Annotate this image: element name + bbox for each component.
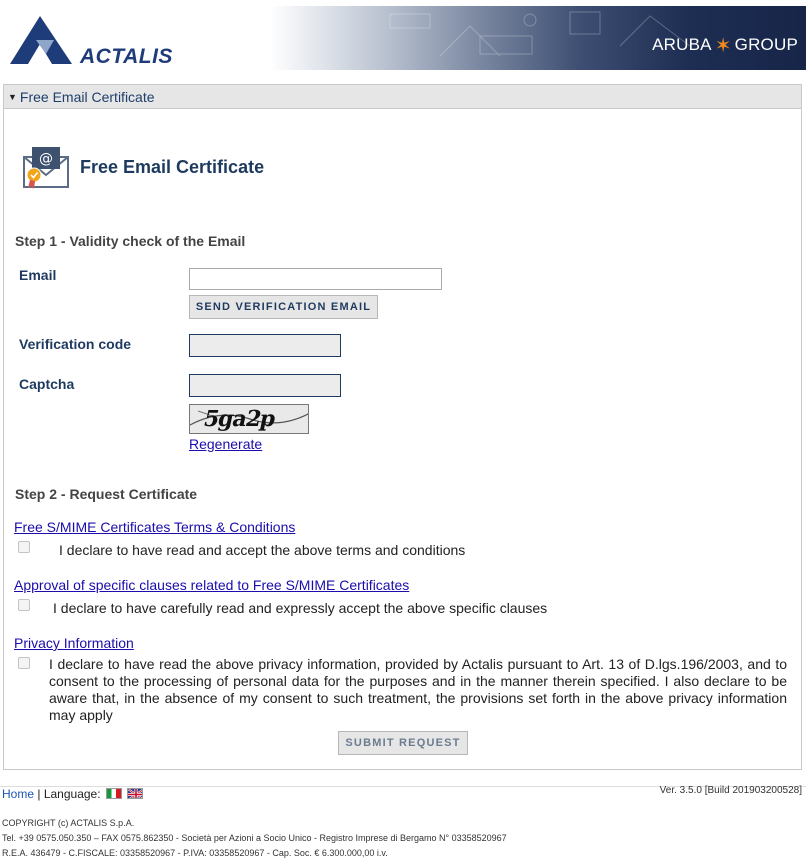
terms-link[interactable]: Free S/MIME Certificates Terms & Conditions	[14, 519, 296, 535]
email-label: Email	[19, 267, 57, 283]
actalis-logo-triangle-icon	[10, 14, 80, 66]
clauses-declaration: I declare to have carefully read and expressly accept the above specific clauses	[53, 600, 548, 616]
language-label: Language:	[43, 787, 101, 801]
clauses-checkbox[interactable]	[18, 599, 30, 611]
aruba-banner	[270, 6, 806, 70]
privacy-checkbox[interactable]	[18, 657, 30, 669]
home-link[interactable]: Home	[2, 787, 35, 801]
verification-code-input[interactable]	[189, 334, 341, 357]
captcha-image	[189, 404, 309, 434]
copyright-block	[2, 816, 507, 861]
step2-heading: Step 2 - Request Certificate	[15, 486, 198, 502]
uk-flag-icon[interactable]	[127, 788, 143, 799]
captcha-input[interactable]	[189, 374, 341, 397]
uk-flag-cross-icon	[128, 789, 143, 799]
group-text: GROUP	[734, 35, 798, 54]
panel-header-title: Free Email Certificate	[19, 89, 155, 105]
copyright-line: COPYRIGHT (c) ACTALIS S.p.A.	[2, 818, 135, 828]
terms-checkbox[interactable]	[18, 541, 30, 553]
privacy-declaration: I declare to have read the above privacy information, provided by Actalis pursuant to Art. 13 of D.lgs.196/2003, and to consent to the processing of personal data for the purposes and in the manner therein specified. I also declare to be aware that, in the absence of my consent to such treatment, the provisions set forth in the above privacy information may apply	[49, 656, 787, 723]
regenerate-captcha-link[interactable]: Regenerate	[189, 436, 263, 452]
actalis-logo[interactable]	[10, 14, 173, 68]
clauses-link[interactable]: Approval of specific clauses related to Free S/MIME Certificates	[14, 577, 410, 593]
submit-request-button[interactable]: SUBMIT REQUEST	[338, 731, 468, 755]
verification-code-label: Verification code	[19, 336, 132, 352]
footer-separator: |	[37, 787, 41, 801]
version-info: Ver. 3.5.0 [Build 201903200528]	[659, 785, 802, 796]
captcha-image-text: 5ga2p	[201, 406, 278, 432]
certificate-panel	[3, 84, 802, 770]
aruba-text: ARUBA	[652, 35, 712, 54]
step1-heading: Step 1 - Validity check of the Email	[15, 233, 246, 249]
aruba-star-icon: ✶	[714, 35, 732, 57]
registry-line: R.E.A. 436479 - C.FISCALE: 03358520967 - P.IVA: 03358520967 - Cap. Soc. € 6.300.000,00 i.v.	[2, 848, 388, 858]
logo-text: ACTALIS	[80, 45, 173, 68]
contact-line: Tel. +39 0575.050.350 – FAX 0575.862350 - Società per Azioni a Socio Unico - Registro Imprese di Bergamo N° 03358520967	[2, 833, 507, 843]
privacy-link[interactable]: Privacy Information	[14, 635, 134, 651]
send-verification-button[interactable]: SEND VERIFICATION EMAIL	[189, 295, 378, 319]
footer-nav	[2, 787, 143, 801]
italian-flag-icon[interactable]	[106, 788, 122, 799]
page-title: Free Email Certificate	[80, 157, 265, 177]
caret-down-icon: ▼	[8, 92, 17, 102]
terms-declaration: I declare to have read and accept the above terms and conditions	[59, 542, 466, 558]
email-certificate-icon	[22, 145, 70, 189]
panel-header[interactable]	[4, 85, 801, 109]
page-header	[0, 0, 806, 75]
email-input[interactable]	[189, 268, 442, 290]
svg-text:@: @	[39, 151, 53, 167]
aruba-group-logo[interactable]	[652, 33, 798, 58]
captcha-label: Captcha	[19, 376, 75, 392]
